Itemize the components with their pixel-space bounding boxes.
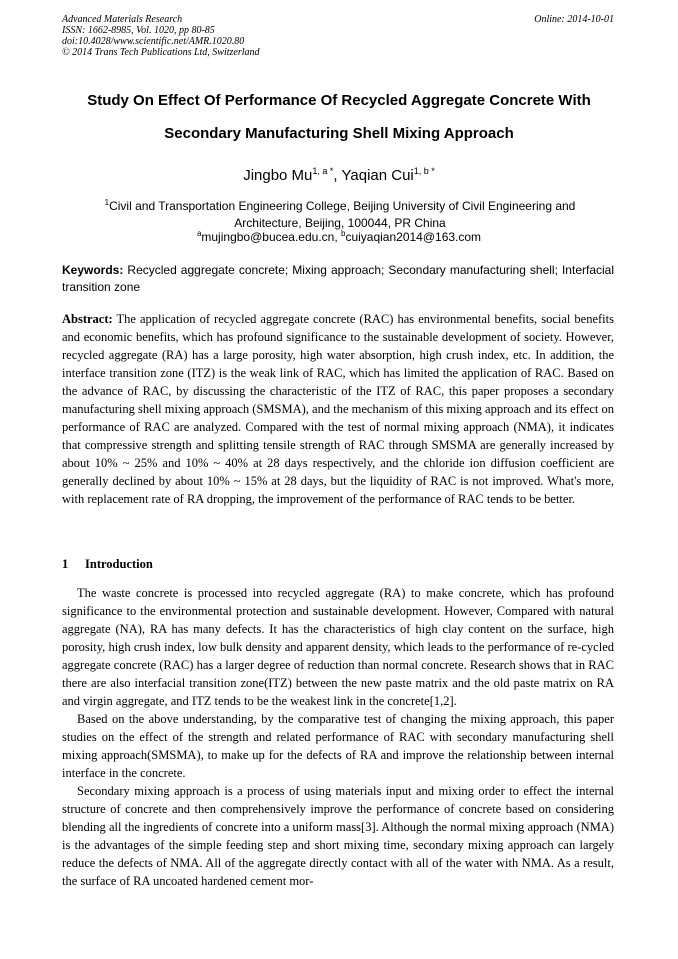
introduction-body [62, 584, 614, 890]
section-heading [62, 557, 153, 572]
affiliation [70, 194, 610, 232]
abstract [62, 310, 614, 508]
keywords-label: Keywords: [62, 263, 124, 277]
paragraph: Secondary mixing approach is a process of using materials input and mixing order to effect the internal structure of concrete and then comprehensively improve the performance of concrete based on considering blending all the ingredients of concrete into a uniform mass[3]. Although the normal mixing approach (NMA) is the advantages of the simple feeding step and short mixing time, secondary mixing approach can largely reduce the defects of NMA. All of the aggregate directly contact with all of the water with NMA. As a result, the surface of RA uncoated hardened cement mor- [62, 784, 614, 888]
paragraph: The waste concrete is processed into recycled aggregate (RA) to make concrete, which has profound significance to the environmental protection and sustainable development. However, Compared with natural aggregate (NA), RA has many defects. It has the characteristics of high clay content on the surface, high porosity, high crush index, low bulk density and apparent density, which leads to the performance of re-cycled aggregate concrete (RAC) has a larger degree of reduction than normal concrete. Research shows that in RAC there are also interfacial transition zone(ITZ) between the new paste matrix and the old paste matrix on RA and virgin aggregate, and ITZ tends to be the weakest link in the concrete[1,2]. [62, 586, 614, 708]
journal-name: Advanced Materials Research [62, 14, 183, 25]
affiliation-superscript: 1 [104, 198, 110, 207]
keywords [62, 262, 614, 296]
author-separator: , [333, 167, 342, 184]
abstract-text: The application of recycled aggregate concrete (RAC) has environmental benefits, social benefits and economic benefits, which has profound significance to the sustainable development of society. However, recycled aggregate (RA) has a large porosity, high water absorption, high crush index, etc. In addition, the interface transition zone (ITZ) is the weak link of RAC, which has limited the application of RAC. Based on the advance of RAC, by discussing the characteristic of the ITZ of RAC, this paper proposes a secondary manufacturing shell mixing approach (SMSMA), and the mechanism of this mixing approach and its effect on performance of RAC are analyzed. Compared with the test of normal mixing approach (NMA), it indicates that compressive strength and splitting tensile strength of RAC through SMSMA are generally increased by about 10% ~ 25% and 10% ~ 40% at 28 days respectively, and the chloride ion diffusion coefficient are generally declined by about 10% ~ 15% at 28 days, but the liquidity of RAC is not improved. What's more, with replacement rate of RA dropping, the improvement of the performance of RAC tends to be better. [62, 312, 614, 506]
issn-line: ISSN: 1662-8985, Vol. 1020, pp 80-85 [62, 25, 215, 36]
author-superscript: 1, a * [312, 166, 334, 176]
abstract-label: Abstract: [62, 312, 113, 326]
journal-header [62, 14, 614, 58]
paper-title-line-2: Secondary Manufacturing Shell Mixing Approach [164, 125, 514, 142]
paper-title-line-1: Study On Effect Of Performance Of Recycled Aggregate Concrete With [87, 92, 591, 109]
email-superscript: a [196, 229, 202, 238]
copyright-line: © 2014 Trans Tech Publications Ltd, Switzerland [62, 47, 260, 58]
section-title: Introduction [85, 557, 153, 571]
author-list [40, 166, 638, 184]
section-number: 1 [62, 557, 69, 571]
keywords-text: Recycled aggregate concrete; Mixing approach; Secondary manufacturing shell; Interfacial transition zone [62, 263, 614, 294]
author-name: Jingbo Mu [243, 167, 313, 184]
email-superscript: b [341, 229, 346, 238]
email-address: mujingbo@bucea.edu.cn, [201, 230, 341, 244]
email-address: cuiyaqian2014@163.com [345, 230, 482, 244]
online-date: Online: 2014-10-01 [534, 14, 614, 25]
author-name: Yaqian Cui [341, 167, 414, 184]
doi-line: doi:10.4028/www.scientific.net/AMR.1020.80 [62, 36, 245, 47]
author-superscript: 1, b * [413, 166, 435, 176]
paragraph: Based on the above understanding, by the comparative test of changing the mixing approach, this paper studies on the effect of the strength and related performance of RAC with secondary manufacturing shell mixing approach(SMSMA), to make up for the defects of RA and improve the relationship between internal interface in the concrete. [62, 712, 614, 780]
affiliation-text: Civil and Transportation Engineering College, Beijing University of Civil Engineering and Architecture, Beijing, 100044, PR China [109, 199, 576, 230]
email-line [40, 229, 638, 244]
